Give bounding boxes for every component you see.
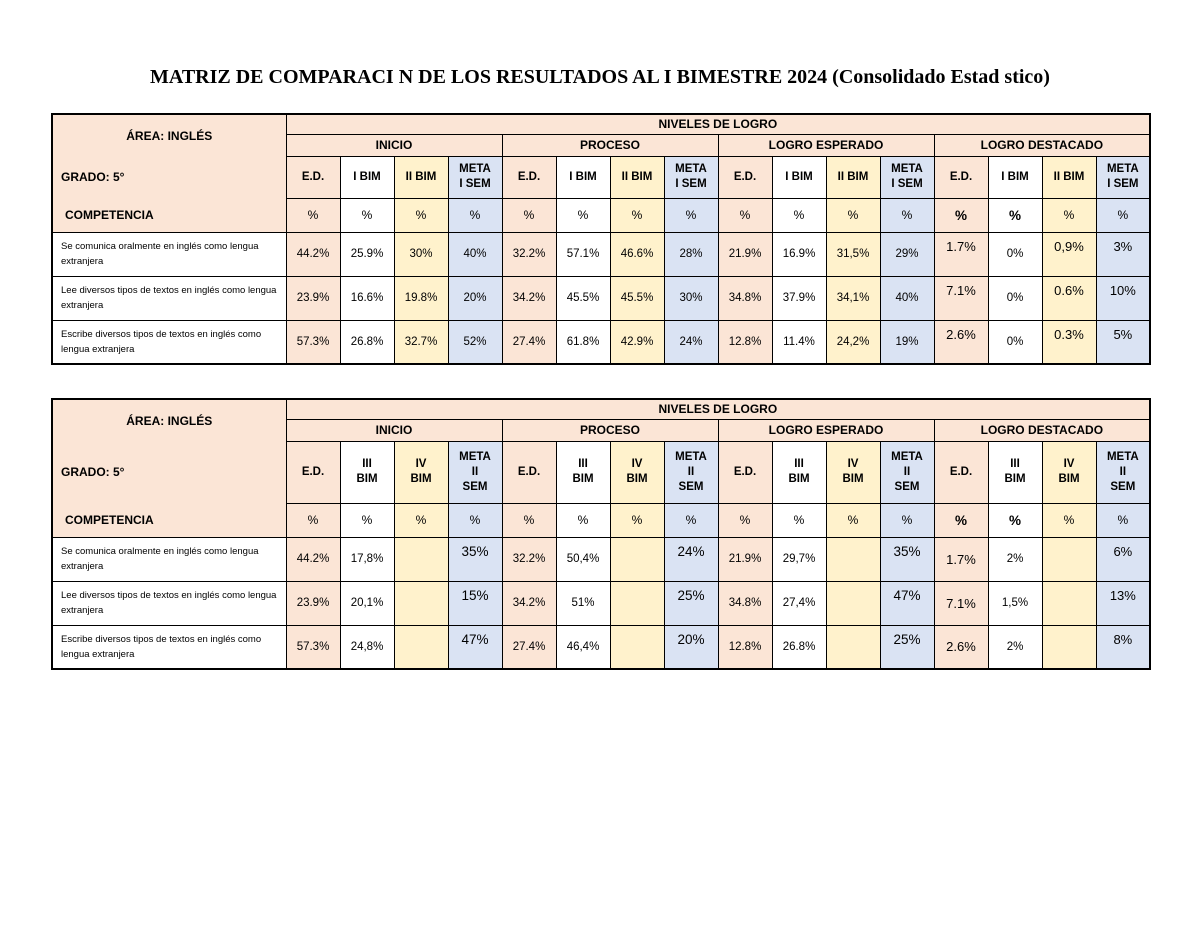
table-row [52,581,1150,625]
value-cell [610,625,664,669]
value-cell: 57.1% [556,232,610,276]
table-row [52,232,1150,276]
grado-cell [52,156,286,198]
percent-unit: % [502,503,556,537]
percent-unit: % [718,503,772,537]
value-cell: 11.4% [772,320,826,364]
value-cell: 7.1% [934,581,988,625]
value-cell: 29% [880,232,934,276]
column-header: III BIM [556,441,610,503]
percent-unit: % [502,198,556,232]
group-header-logro-esperado: LOGRO ESPERADO [718,419,934,441]
column-header: META I SEM [664,156,718,198]
value-cell: 37.9% [772,276,826,320]
percent-unit: % [988,198,1042,232]
column-header: IV BIM [1042,441,1096,503]
percent-unit: % [664,503,718,537]
value-cell: 35% [880,537,934,581]
value-cell [826,625,880,669]
percent-unit: % [556,198,610,232]
value-cell: 3% [1096,232,1150,276]
value-cell: 35% [448,537,502,581]
value-cell: 28% [664,232,718,276]
value-cell: 27,4% [772,581,826,625]
column-header: META I SEM [1096,156,1150,198]
column-header: E.D. [934,441,988,503]
comparison-table-1 [51,113,1151,365]
value-cell: 44.2% [286,232,340,276]
value-cell: 2.6% [934,625,988,669]
value-cell: 57.3% [286,625,340,669]
value-cell [826,581,880,625]
value-cell [1042,537,1096,581]
percent-unit: % [394,503,448,537]
value-cell: 47% [880,581,934,625]
percent-unit: % [448,503,502,537]
value-cell: 20% [664,625,718,669]
competencia-name: Escribe diversos tipos de textos en inglés como lengua extranjera [52,625,286,669]
value-cell: 27.4% [502,625,556,669]
column-header: I BIM [988,156,1042,198]
value-cell: 32.7% [394,320,448,364]
value-cell: 0.3% [1042,320,1096,364]
value-cell: 34,1% [826,276,880,320]
area-label: ÁREA: INGLÉS [126,413,213,428]
column-header: E.D. [502,441,556,503]
value-cell: 25.9% [340,232,394,276]
value-cell: 12.8% [718,625,772,669]
column-header: III BIM [772,441,826,503]
percent-unit: % [1096,198,1150,232]
value-cell: 21.9% [718,232,772,276]
column-header: META I SEM [448,156,502,198]
value-cell: 19% [880,320,934,364]
value-cell: 24,2% [826,320,880,364]
area-cell [52,114,286,156]
group-header-proceso: PROCESO [502,419,718,441]
value-cell: 50,4% [556,537,610,581]
group-header-logro-esperado: LOGRO ESPERADO [718,134,934,156]
percent-unit: % [880,198,934,232]
value-cell: 19.8% [394,276,448,320]
percent-unit: % [286,198,340,232]
grado-label: GRADO: 5° [61,170,125,184]
value-cell [610,537,664,581]
percent-unit: % [772,503,826,537]
value-cell: 34.2% [502,276,556,320]
table-row [52,537,1150,581]
percent-unit: % [1096,503,1150,537]
value-cell: 0% [988,232,1042,276]
column-header: II BIM [826,156,880,198]
column-header: II BIM [394,156,448,198]
value-cell: 24% [664,320,718,364]
value-cell: 45.5% [556,276,610,320]
niveles-header: NIVELES DE LOGRO [286,114,1150,134]
competencia-name: Lee diversos tipos de textos en inglés como lengua extranjera [52,581,286,625]
value-cell: 46.6% [610,232,664,276]
value-cell: 32.2% [502,537,556,581]
grado-label: GRADO: 5° [61,465,125,479]
value-cell: 8% [1096,625,1150,669]
competencia-header [52,198,286,232]
value-cell: 42.9% [610,320,664,364]
percent-unit: % [988,503,1042,537]
column-header: META I SEM [880,156,934,198]
value-cell: 20,1% [340,581,394,625]
value-cell: 0,9% [1042,232,1096,276]
value-cell: 1.7% [934,232,988,276]
percent-unit: % [1042,503,1096,537]
column-header: II BIM [1042,156,1096,198]
value-cell [394,625,448,669]
column-header: I BIM [772,156,826,198]
column-header: E.D. [718,441,772,503]
percent-unit: % [340,198,394,232]
column-header: E.D. [502,156,556,198]
group-header-inicio: INICIO [286,134,502,156]
value-cell: 30% [664,276,718,320]
value-cell: 31,5% [826,232,880,276]
percent-unit: % [934,198,988,232]
area-label: ÁREA: INGLÉS [126,128,213,143]
column-header: META II SEM [664,441,718,503]
competencia-name: Lee diversos tipos de textos en inglés como lengua extranjera [52,276,286,320]
value-cell: 2% [988,625,1042,669]
value-cell: 27.4% [502,320,556,364]
value-cell [826,537,880,581]
table-row [52,320,1150,364]
column-header: META II SEM [880,441,934,503]
value-cell: 44.2% [286,537,340,581]
percent-unit: % [556,503,610,537]
percent-unit: % [826,503,880,537]
column-header: III BIM [340,441,394,503]
value-cell: 13% [1096,581,1150,625]
value-cell: 26.8% [772,625,826,669]
column-header: IV BIM [394,441,448,503]
value-cell: 29,7% [772,537,826,581]
percent-unit: % [934,503,988,537]
column-header: E.D. [286,156,340,198]
competencia-label: COMPETENCIA [65,207,154,222]
value-cell: 1,5% [988,581,1042,625]
page-title: MATRIZ DE COMPARACI N DE LOS RESULTADOS AL I BIMESTRE 2024 (Consolidado Estad stico) [150,66,1050,88]
value-cell: 16.6% [340,276,394,320]
niveles-header: NIVELES DE LOGRO [286,399,1150,419]
column-header: I BIM [556,156,610,198]
percent-unit: % [1042,198,1096,232]
value-cell: 21.9% [718,537,772,581]
value-cell: 24% [664,537,718,581]
value-cell: 0% [988,320,1042,364]
column-header: IV BIM [826,441,880,503]
value-cell: 40% [448,232,502,276]
value-cell: 47% [448,625,502,669]
value-cell: 15% [448,581,502,625]
competencia-header [52,503,286,537]
value-cell: 5% [1096,320,1150,364]
value-cell: 23.9% [286,276,340,320]
value-cell: 12.8% [718,320,772,364]
percent-unit: % [826,198,880,232]
value-cell: 52% [448,320,502,364]
value-cell: 24,8% [340,625,394,669]
value-cell [394,581,448,625]
value-cell: 20% [448,276,502,320]
group-header-logro-destacado: LOGRO DESTACADO [934,134,1150,156]
value-cell: 0.6% [1042,276,1096,320]
comparison-table-2 [51,398,1151,670]
percent-unit: % [880,503,934,537]
table-row [52,276,1150,320]
column-header: IV BIM [610,441,664,503]
column-header: II BIM [610,156,664,198]
area-cell [52,399,286,441]
value-cell [1042,581,1096,625]
value-cell: 2% [988,537,1042,581]
table-row [52,625,1150,669]
column-header: E.D. [934,156,988,198]
value-cell [394,537,448,581]
grado-cell [52,441,286,503]
value-cell: 16.9% [772,232,826,276]
competencia-name: Se comunica oralmente en inglés como lengua extranjera [52,232,286,276]
value-cell [1042,625,1096,669]
value-cell: 34.8% [718,581,772,625]
percent-unit: % [394,198,448,232]
value-cell: 7.1% [934,276,988,320]
value-cell: 25% [880,625,934,669]
percent-unit: % [448,198,502,232]
percent-unit: % [340,503,394,537]
value-cell: 10% [1096,276,1150,320]
value-cell: 0% [988,276,1042,320]
group-header-inicio: INICIO [286,419,502,441]
group-header-proceso: PROCESO [502,134,718,156]
value-cell: 34.2% [502,581,556,625]
value-cell: 40% [880,276,934,320]
value-cell: 34.8% [718,276,772,320]
percent-unit: % [718,198,772,232]
value-cell: 57.3% [286,320,340,364]
percent-unit: % [664,198,718,232]
value-cell: 17,8% [340,537,394,581]
value-cell: 51% [556,581,610,625]
value-cell [610,581,664,625]
percent-unit: % [286,503,340,537]
value-cell: 61.8% [556,320,610,364]
value-cell: 25% [664,581,718,625]
percent-unit: % [772,198,826,232]
value-cell: 6% [1096,537,1150,581]
competencia-label: COMPETENCIA [65,512,154,527]
value-cell: 45.5% [610,276,664,320]
column-header: E.D. [286,441,340,503]
value-cell: 26.8% [340,320,394,364]
value-cell: 1.7% [934,537,988,581]
value-cell: 46,4% [556,625,610,669]
column-header: I BIM [340,156,394,198]
column-header: META II SEM [1096,441,1150,503]
value-cell: 30% [394,232,448,276]
column-header: E.D. [718,156,772,198]
value-cell: 2.6% [934,320,988,364]
value-cell: 32.2% [502,232,556,276]
percent-unit: % [610,503,664,537]
column-header: META II SEM [448,441,502,503]
percent-unit: % [610,198,664,232]
column-header: III BIM [988,441,1042,503]
competencia-name: Se comunica oralmente en inglés como lengua extranjera [52,537,286,581]
value-cell: 23.9% [286,581,340,625]
group-header-logro-destacado: LOGRO DESTACADO [934,419,1150,441]
competencia-name: Escribe diversos tipos de textos en inglés como lengua extranjera [52,320,286,364]
